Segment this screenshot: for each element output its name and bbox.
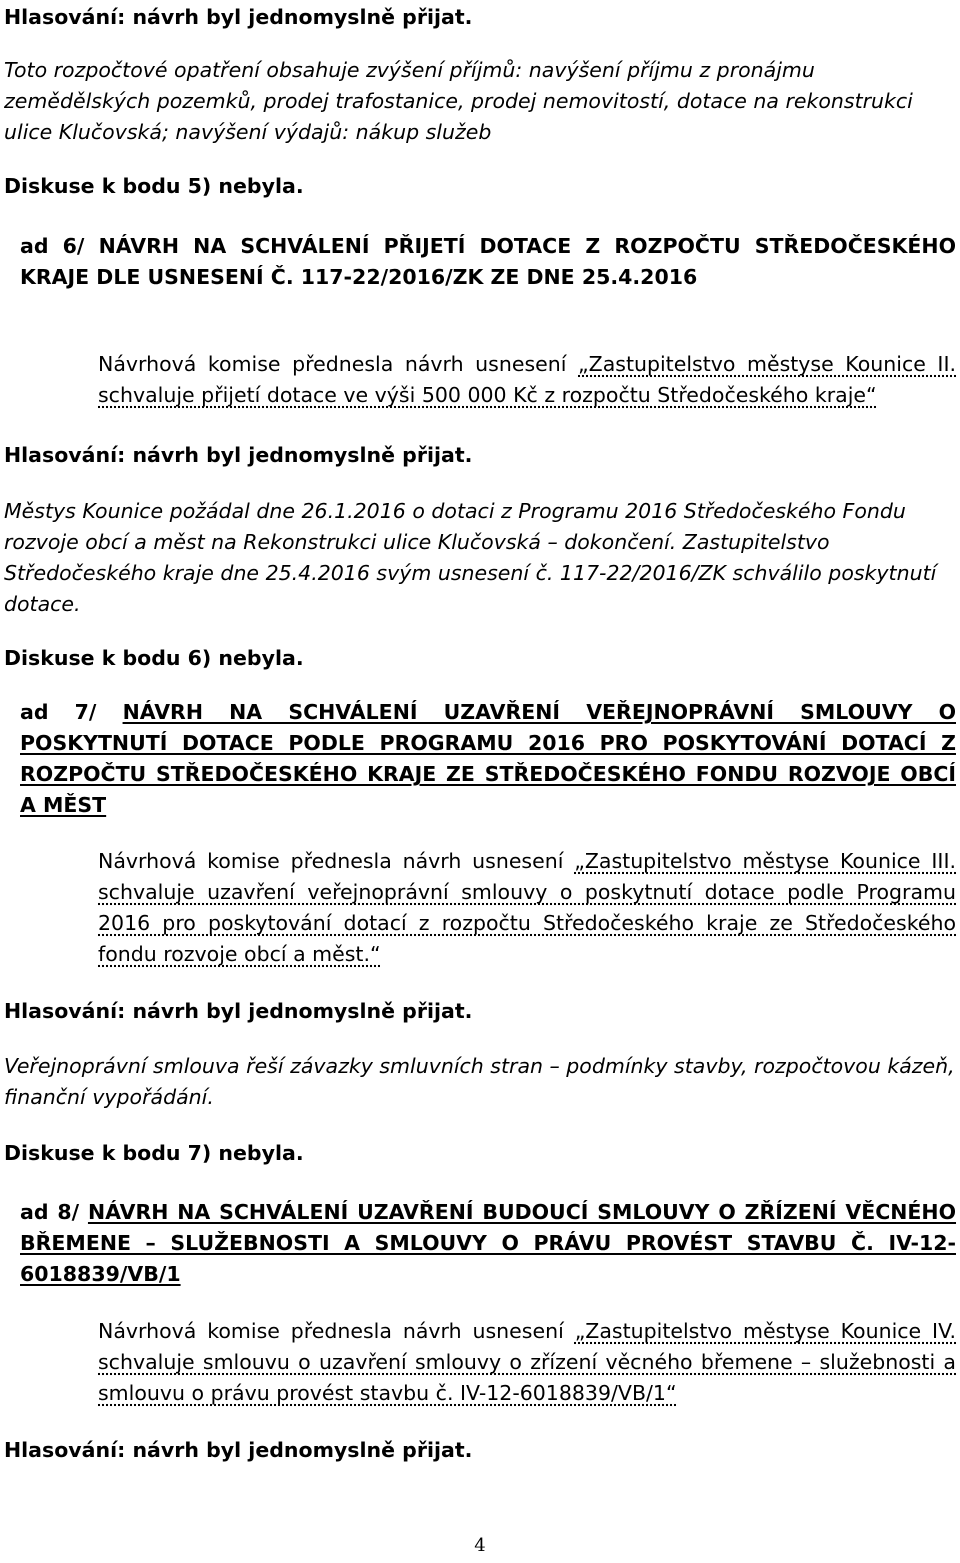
item-7-note: Veřejnoprávní smlouva řeší závazky smluvních stran – podmínky stavby, rozpočtovou kázeň, finanční vypořádání.	[4, 1054, 955, 1109]
agenda-item-6-prefix: ad 6/	[20, 234, 85, 258]
proposal-intro: Návrhová komise přednesla návrh usnesení „Zastupitelstvo městyse Kounice II. schvaluje přijetí dotace ve výši 500 000 Kč z rozpočtu Středočeského kraje“	[98, 352, 957, 407]
discussion-item-6: Diskuse k bodu 6) nebyla.	[4, 646, 304, 670]
discussion-item-7: Diskuse k bodu 7) nebyla.	[4, 1141, 304, 1165]
resolution-text: „Zastupitelstvo městyse Kounice IV. schvaluje smlouvu o uzavření smlouvy o zřízení věcného břemene – služebnosti a smlouvu o právu provést stavbu č. IV-12-6018839/VB/1“	[98, 1319, 956, 1405]
item-6-note: Městys Kounice požádal dne 26.1.2016 o dotaci z Programu 2016 Středočeského Fondu rozvoje obcí a měst na Rekonstrukci ulice Klučovská – dokončení. Zastupitelstvo Středočeského kraje dne 25.4.2016 svým usnesení č. 117-22/2016/ZK schválilo poskytnutí dotace.	[4, 499, 937, 616]
page-number: 4	[474, 1535, 486, 1556]
agenda-item-7-title: NÁVRH NA SCHVÁLENÍ UZAVŘENÍ VEŘEJNOPRÁVNÍ SMLOUVY O POSKYTNUTÍ DOTACE PODLE PROGRAMU 2016 PRO POSKYTOVÁNÍ DOTACÍ Z ROZPOČTU STŘEDOČESKÉHO KRAJE ZE STŘEDOČESKÉHO FONDU ROZVOJE OBCÍ A MĚST	[20, 700, 956, 817]
vote-result-7: Hlasování: návrh byl jednomyslně přijat.	[4, 999, 473, 1023]
proposal-intro: Návrhová komise přednesla návrh usnesení „Zastupitelstvo městyse Kounice III. schvaluje uzavření veřejnoprávní smlouvy o poskytnutí dotace podle Programu 2016 pro poskytování dotací z rozpočtu Středočeského kraje ze Středočeského fondu rozvoje obcí a měst.“	[98, 849, 957, 966]
discussion-item-5: Diskuse k bodu 5) nebyla.	[4, 174, 304, 198]
resolution-text: „Zastupitelstvo městyse Kounice III. schvaluje uzavření veřejnoprávní smlouvy o poskytnutí dotace podle Programu 2016 pro poskytování dotací z rozpočtu Středočeského kraje ze Středočeského fondu rozvoje obcí a měst.“	[98, 849, 957, 966]
agenda-item-8-title: NÁVRH NA SCHVÁLENÍ UZAVŘENÍ BUDOUCÍ SMLOUVY O ZŘÍZENÍ VĚCNÉHO BŘEMENE – SLUŽEBNOSTI A SMLOUVY O PRÁVU PROVÉST STAVBU Č. IV-12-6018839/VB/1	[20, 1200, 957, 1286]
resolution-text: „Zastupitelstvo městyse Kounice II. schvaluje přijetí dotace ve výši 500 000 Kč z rozpočtu Středočeského kraje“	[98, 352, 957, 407]
vote-result-1: Hlasování: návrh byl jednomyslně přijat.	[4, 5, 473, 29]
agenda-item-8-prefix: ad 8/	[20, 1200, 80, 1224]
agenda-item-8-proposal	[20, 1316, 956, 1409]
vote-result-8: Hlasování: návrh byl jednomyslně přijat.	[4, 1438, 473, 1462]
agenda-item-6-title: NÁVRH NA SCHVÁLENÍ PŘIJETÍ DOTACE Z ROZPOČTU STŘEDOČESKÉHO KRAJE DLE USNESENÍ Č. 117-22/2016/ZK ZE DNE 25.4.2016	[20, 234, 957, 289]
agenda-item-6-proposal	[20, 349, 956, 411]
proposal-intro: Návrhová komise přednesla návrh usnesení „Zastupitelstvo městyse Kounice IV. schvaluje smlouvu o uzavření smlouvy o zřízení věcného břemene – služebnosti a smlouvu o právu provést stavbu č. IV-12-6018839/VB/1“	[98, 1319, 956, 1405]
agenda-item-7-proposal	[20, 846, 956, 970]
budget-paragraph: Toto rozpočtové opatření obsahuje zvýšení příjmů: navýšení příjmu z pronájmu zemědělských pozemků, prodej trafostanice, prodej nemovitostí, dotace na rekonstrukci ulice Klučovská; navýšení výdajů: nákup služeb	[4, 58, 913, 144]
agenda-item-7-heading	[20, 697, 956, 821]
vote-result-6: Hlasování: návrh byl jednomyslně přijat.	[4, 443, 473, 467]
agenda-item-6-heading	[20, 231, 956, 293]
agenda-item-7-prefix: ad 7/	[20, 700, 97, 724]
agenda-item-8-heading	[20, 1197, 956, 1290]
